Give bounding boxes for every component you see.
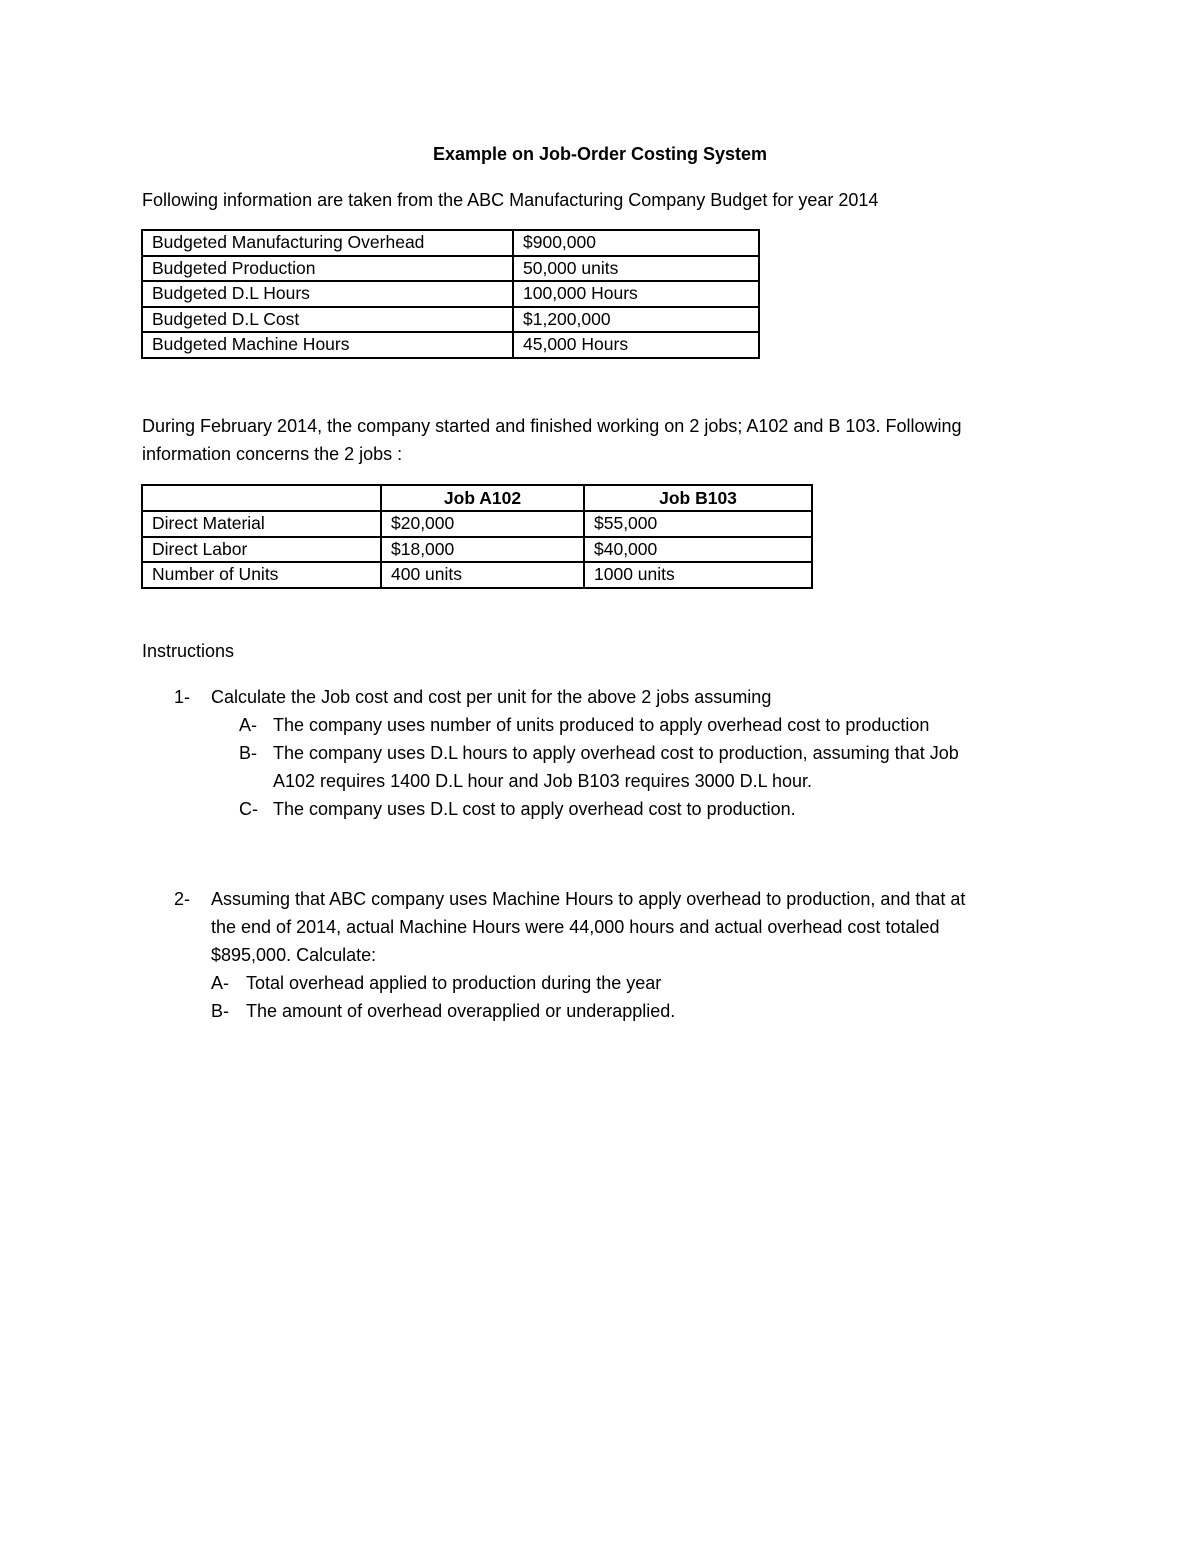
table-row [142,256,759,282]
table-row [142,562,812,588]
budget-label: Budgeted Production [142,256,513,282]
intro-paragraph: Following information are taken from the ABC Manufacturing Company Budget for year 2014 [142,190,879,210]
table-row [142,537,812,563]
column-header: Job A102 [381,485,584,511]
budget-value: 50,000 units [513,256,759,282]
q1-a-marker: A- [239,715,257,735]
q1-c-marker: C- [239,799,258,819]
table-cell: $55,000 [584,511,812,537]
table-row [142,307,759,333]
q2-marker: 2- [174,889,191,909]
q1-b-text-continued: A102 requires 1400 D.L hour and Job B103 requires 3000 D.L hour. [273,771,813,791]
q1-c-text: The company uses D.L cost to apply overhead cost to production. [273,799,796,819]
instructions-heading: Instructions [142,641,235,661]
q2-text-continued: the end of 2014, actual Machine Hours were 44,000 hours and actual overhead cost totaled [211,917,940,937]
table-row [142,230,759,256]
table-row [142,281,759,307]
jobs-intro-line: information concerns the 2 jobs : [142,444,403,464]
table-cell: Direct Labor [142,537,381,563]
budget-label: Budgeted Machine Hours [142,332,513,358]
jobs-table [141,484,813,589]
q2-b-marker: B- [211,1001,229,1021]
table-cell: Direct Material [142,511,381,537]
table-cell: 400 units [381,562,584,588]
column-header: Job B103 [584,485,812,511]
q2-text-continued: $895,000. Calculate: [211,945,377,965]
q1-a-text: The company uses number of units produced to apply overhead cost to production [273,715,930,735]
jobs-intro-line: During February 2014, the company started and finished working on 2 jobs; A102 and B 103. Following [142,416,962,436]
document-title: Example on Job-Order Costing System [432,144,768,164]
table-cell: $18,000 [381,537,584,563]
q2-a-marker: A- [211,973,229,993]
q1-b-text: The company uses D.L hours to apply overhead cost to production, assuming that Job [273,743,959,763]
q1-marker: 1- [174,687,191,707]
q2-a-text: Total overhead applied to production during the year [246,973,662,993]
q2-b-text: The amount of overhead overapplied or underapplied. [246,1001,676,1021]
budget-value: 45,000 Hours [513,332,759,358]
table-cell: $20,000 [381,511,584,537]
column-header [142,485,381,511]
budget-table [141,229,760,359]
budget-value: $1,200,000 [513,307,759,333]
budget-label: Budgeted D.L Hours [142,281,513,307]
table-cell: 1000 units [584,562,812,588]
jobs-intro-paragraph [142,412,1052,468]
budget-label: Budgeted D.L Cost [142,307,513,333]
table-header-row [142,485,812,511]
budget-value: $900,000 [513,230,759,256]
q2-text: Assuming that ABC company uses Machine Hours to apply overhead to production, and that at [211,889,966,909]
q1-text: Calculate the Job cost and cost per unit for the above 2 jobs assuming [211,687,772,707]
budget-label: Budgeted Manufacturing Overhead [142,230,513,256]
q1-b-marker: B- [239,743,257,763]
table-cell: Number of Units [142,562,381,588]
budget-value: 100,000 Hours [513,281,759,307]
table-row [142,332,759,358]
table-cell: $40,000 [584,537,812,563]
table-row [142,511,812,537]
